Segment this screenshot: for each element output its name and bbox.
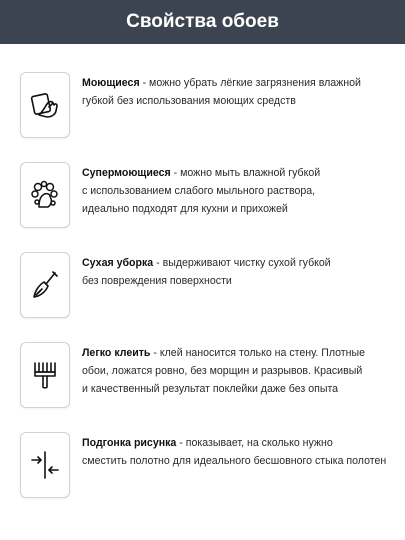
property-line: губкой без использования моющих средств xyxy=(82,95,296,107)
property-line: выдерживают чистку сухой губкой xyxy=(162,257,331,269)
property-title: Моющиеся xyxy=(82,77,140,89)
property-icon-box xyxy=(20,252,70,318)
brush-icon xyxy=(29,269,61,301)
property-icon-box xyxy=(20,432,70,498)
property-text xyxy=(82,252,331,290)
property-separator: - xyxy=(176,437,186,449)
property-text xyxy=(82,162,320,218)
property-line: клей наносится только на стену. Плотные xyxy=(159,347,366,359)
property-line: с использованием слабого мыльного раствора, xyxy=(82,185,316,197)
property-title: Супермоющиеся xyxy=(82,167,171,179)
property-item-washable xyxy=(20,72,390,138)
property-icon-box xyxy=(20,72,70,138)
property-item-pattern-match xyxy=(20,432,390,498)
property-item-dry-cleaning xyxy=(20,252,390,318)
property-title: Легко клеить xyxy=(82,347,151,359)
property-text xyxy=(82,432,386,470)
property-line: обои, ложатся ровно, без морщин и разрывов. Красивый xyxy=(82,365,363,377)
paste-brush-icon xyxy=(29,359,61,391)
soap-bubbles-icon xyxy=(29,179,61,211)
property-text xyxy=(82,72,361,110)
property-line: сместить полотно для идеального бесшовного стыка полотен xyxy=(82,455,387,467)
property-title: Сухая уборка xyxy=(82,257,154,269)
property-separator: - xyxy=(153,257,163,269)
page-title: Свойства обоев xyxy=(126,11,279,32)
property-separator: - xyxy=(139,77,150,89)
page-header xyxy=(0,0,405,44)
property-separator: - xyxy=(150,347,160,359)
property-line: показывает, на сколько нужно xyxy=(185,437,333,449)
property-item-easy-paste xyxy=(20,342,390,408)
property-text xyxy=(82,342,365,398)
property-title: Подгонка рисунка xyxy=(82,437,177,449)
property-line: можно убрать лёгкие загрязнения влажной xyxy=(149,77,361,89)
property-line: без повреждения поверхности xyxy=(82,275,232,287)
property-item-super-washable xyxy=(20,162,390,228)
pattern-match-icon xyxy=(29,449,61,481)
sponge-hand-icon xyxy=(29,89,61,121)
property-separator: - xyxy=(170,167,181,179)
property-line: идеально подходят для кухни и прихожей xyxy=(82,203,288,215)
property-line: можно мыть влажной губкой xyxy=(180,167,321,179)
property-icon-box xyxy=(20,162,70,228)
property-icon-box xyxy=(20,342,70,408)
property-line: и качественный результат поклейки даже без опыта xyxy=(82,383,339,395)
